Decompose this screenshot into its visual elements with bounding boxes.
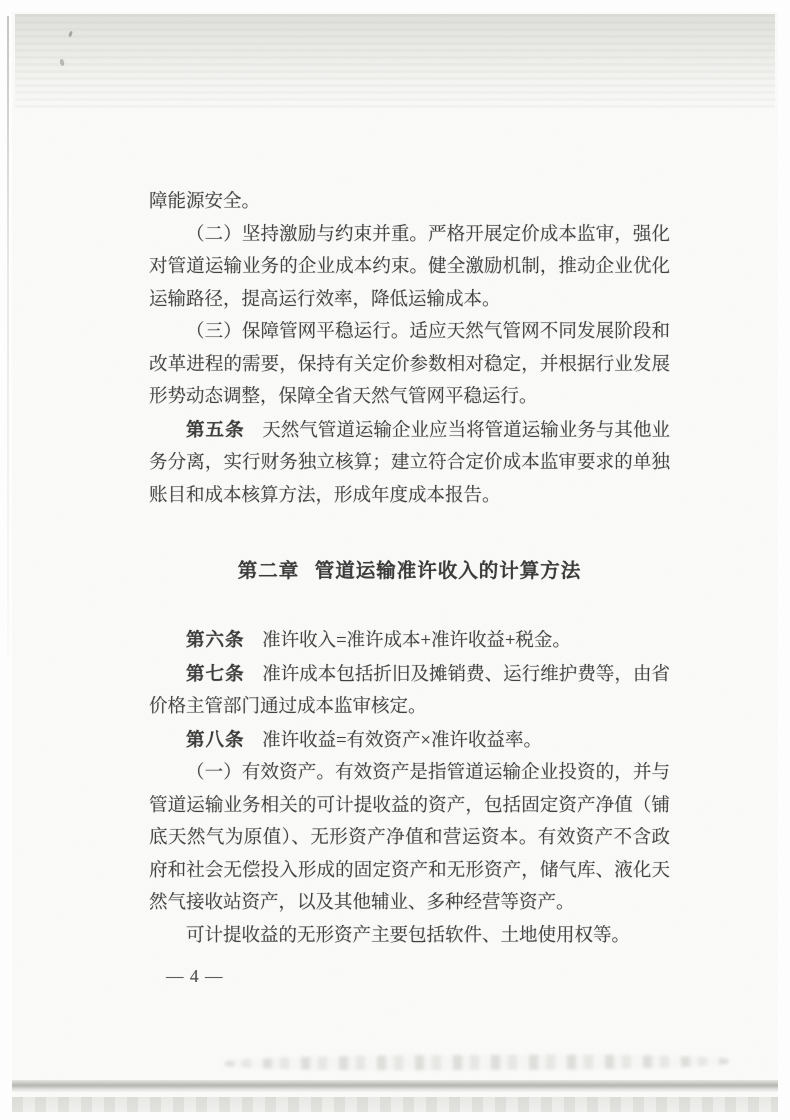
paragraph — [149, 186, 670, 219]
paragraph — [149, 724, 670, 758]
paragraph-text: 可计提收益的无形资产主要包括软件、土地使用权等。 — [186, 925, 631, 946]
chapter-heading — [149, 554, 670, 588]
chapter-number: 第二章 — [237, 560, 300, 582]
paragraph-text: （二）坚持激励与约束并重。严格开展定价成本监审，强化对管道运输业务的企业成本约束。健全激励机制，推动企业优化运输路径，提高运行效率，降低运输成本。 — [149, 224, 670, 310]
paragraph — [149, 624, 670, 658]
paragraph — [149, 757, 670, 920]
scan-bottom-stripe — [12, 1080, 778, 1092]
paragraph — [149, 658, 670, 724]
paragraph-text: 障能源安全。 — [149, 192, 261, 212]
paragraph — [149, 219, 670, 317]
article-number: 第八条 — [186, 728, 245, 750]
paragraph-text: 准许收益=有效资产×准许收益率。 — [262, 730, 542, 751]
scan-top-shading — [15, 14, 775, 110]
chapter-title: 管道运输准许收入的计算方法 — [314, 560, 582, 582]
paragraph-text: （一）有效资产。有效资产是指管道运输企业投资的，并与管道运输业务相关的可计提收益的资产，包括固定资产净值（铺底天然气为原值）、无形资产净值和营运资本。有效资产不含政府和社会无偿投入形成的固定资产和无形资产，储气库、液化天然气接收站资产，以及其他辅业、多种经营等资产。 — [149, 763, 670, 913]
article-number: 第七条 — [186, 662, 245, 684]
paragraph — [149, 316, 670, 414]
scan-left-edge-line — [7, 16, 9, 656]
paragraph — [149, 920, 670, 953]
article-number: 第六条 — [186, 629, 245, 650]
paragraph-text: 准许成本包括折旧及摊销费、运行维护费等，由省价格主管部门通过成本监审核定。 — [149, 664, 670, 717]
page-number: — 4 — — [166, 966, 224, 986]
article-number: 第五条 — [186, 418, 245, 440]
document-body — [149, 186, 670, 952]
paragraph-text: （三）保障管网平稳运行。适应天然气管网不同发展阶段和改革进程的需要，保持有关定价参数相对稳定，并根据行业发展形势动态调整，保障全省天然气管网平稳运行。 — [149, 322, 670, 407]
paragraph-text: 天然气管道运输企业应当将管道运输业务与其他业务分离，实行财务独立核算；建立符合定价成本监审要求的单独账目和成本核算方法，形成年度成本报告。 — [149, 420, 670, 506]
paragraph — [149, 414, 670, 513]
scan-bottom-noise-band — [12, 1097, 778, 1112]
paragraph-text: 准许收入=准许成本+准许收益+税金。 — [262, 631, 571, 651]
